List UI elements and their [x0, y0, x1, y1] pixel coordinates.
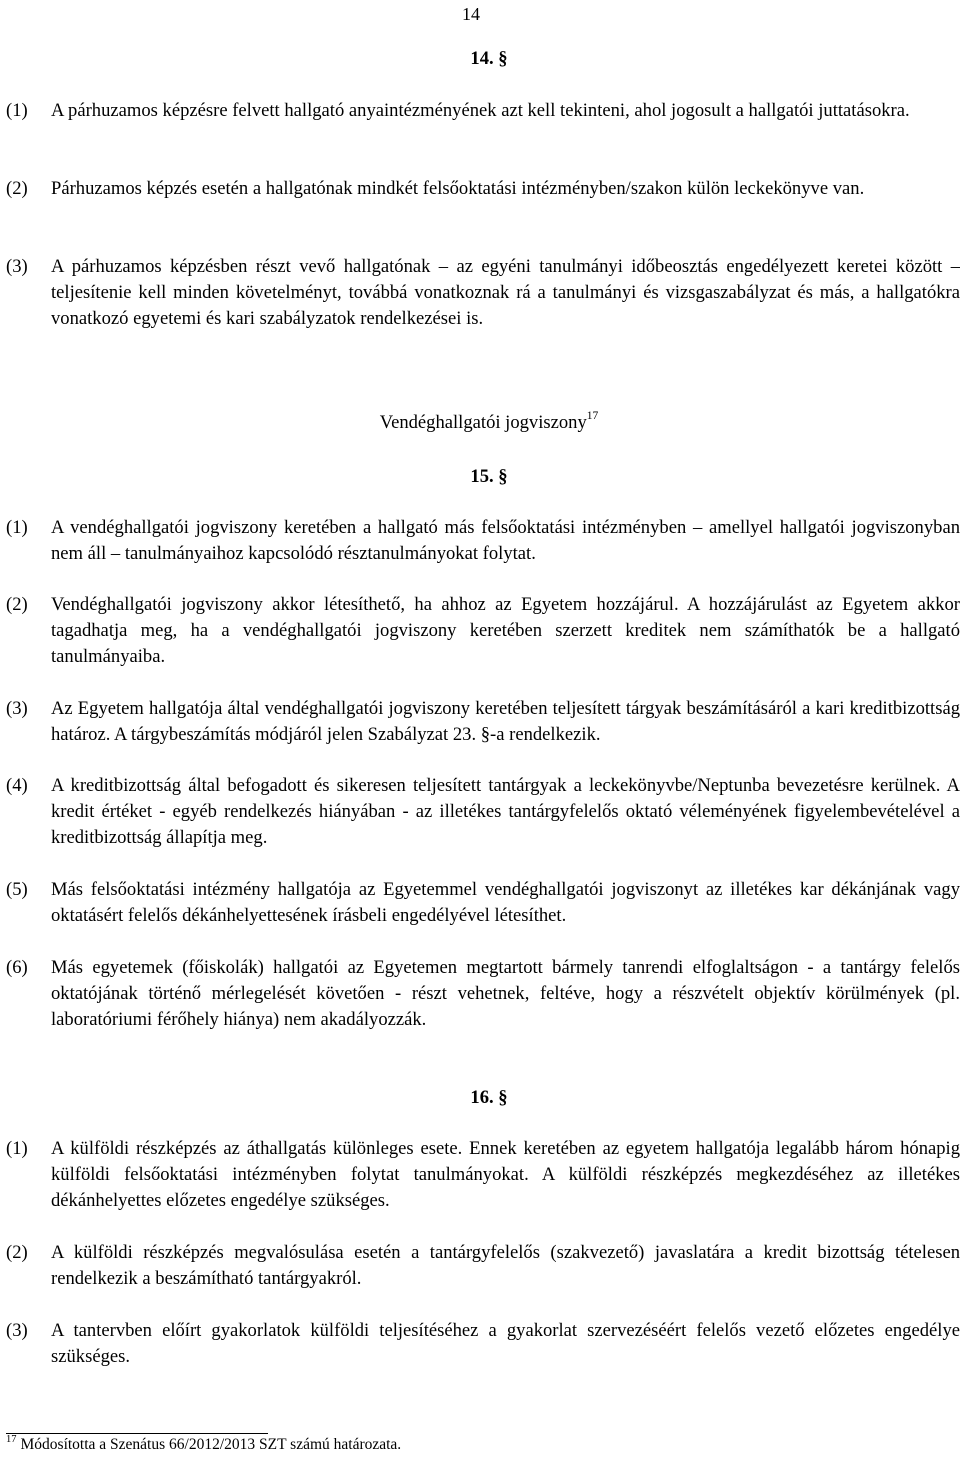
paragraph-15-6 — [6, 955, 960, 1033]
paragraph-number: (3) — [6, 256, 28, 277]
paragraph-15-3 — [6, 696, 960, 748]
paragraph-number: (3) — [6, 1320, 28, 1341]
section-title-vendeghallgatoi — [0, 410, 960, 436]
paragraph-text: Párhuzamos képzés esetén a hallgatónak mindkét felsőoktatási intézményben/szakon külön leckekönyve van. — [51, 178, 865, 199]
footnote — [6, 1434, 401, 1456]
paragraph-text: Vendéghallgatói jogviszony akkor létesíthető, ha ahhoz az Egyetem hozzájárul. A hozzájárulást az Egyetem akkor tagadhatja meg, ha a vendéghallgatói jogviszony keretében szerzett kreditek nem számíthatók be a hallgató tanulmányaiba. — [51, 594, 960, 667]
footnote-text: Módosította a Szenátus 66/2012/2013 SZT számú határozata. — [20, 1436, 402, 1453]
paragraph-text: A párhuzamos képzésre felvett hallgató anyaintézményének azt kell tekinteni, ahol jogosult a hallgatói juttatásokra. — [51, 100, 910, 121]
section-symbol: § — [498, 466, 508, 487]
paragraph-14-2 — [6, 176, 960, 202]
section-number: 16. — [470, 1087, 494, 1108]
paragraph-number: (1) — [6, 1138, 28, 1159]
footnote-number: 17 — [6, 1433, 17, 1445]
page-number: 14 — [462, 4, 480, 24]
section-heading-16 — [0, 1085, 960, 1111]
paragraph-number: (2) — [6, 1242, 28, 1263]
paragraph-15-4 — [6, 773, 960, 851]
section-heading-15 — [0, 464, 960, 490]
section-symbol: § — [498, 48, 508, 69]
paragraph-text: Más egyetemek (főiskolák) hallgatói az Egyetemen megtartott bármely tanrendi elfoglaltságon - a tantárgy felelős oktatójának történő mérlegelését követően - részt vehetnek, feltéve, hogy a részvételt objektív körülmények (pl. laboratóriumi férőhely hiánya) nem akadályozzák. — [51, 957, 960, 1030]
section-heading-14 — [0, 46, 960, 72]
paragraph-number: (2) — [6, 594, 28, 615]
paragraph-14-3 — [6, 254, 960, 332]
paragraph-number: (5) — [6, 879, 28, 900]
paragraph-number: (1) — [6, 100, 28, 121]
paragraph-text: A külföldi részképzés az áthallgatás különleges esete. Ennek keretében az egyetem hallgatója legalább három hónapig külföldi felsőoktatási intézményben folytat tanulmányokat. A külföldi részképzés megkezdéséhez az illetékes dékánhelyettes előzetes engedélye szükséges. — [51, 1138, 960, 1211]
paragraph-number: (1) — [6, 517, 28, 538]
footnote-reference: 17 — [586, 409, 599, 422]
paragraph-15-2 — [6, 592, 960, 670]
paragraph-number: (4) — [6, 775, 28, 796]
paragraph-15-5 — [6, 877, 960, 929]
paragraph-text: A párhuzamos képzésben részt vevő hallgatónak – az egyéni tanulmányi időbeosztás engedélyezett keretei között – teljesítenie kell minden követelményt, továbbá vonatkoznak rá a tanulmányi és vizsgaszabályzat és más, a hallgatókra vonatkozó egyetemi és kari szabályzatok rendelkezései is. — [51, 256, 960, 329]
section-number: 14. — [470, 48, 494, 69]
paragraph-text: A kreditbizottság által befogadott és sikeresen teljesített tantárgyak a leckekönyvbe/Neptunba bevezetésre kerülnek. A kredit értéket - egyéb rendelkezés hiányában - az illetékes tantárgyfelelős oktató véleményének figyelembevételével a kreditbizottság állapítja meg. — [51, 775, 960, 848]
paragraph-text: A tantervben előírt gyakorlatok külföldi teljesítéséhez a gyakorlat szervezéséért felelős vezető előzetes engedélye szükséges. — [51, 1320, 960, 1367]
paragraph-text: A vendéghallgatói jogviszony keretében a hallgató más felsőoktatási intézményben – amellyel hallgatói jogviszonyban nem áll – tanulmányaihoz kapcsolódó résztanulmányokat folytat. — [51, 517, 960, 564]
paragraph-text: A külföldi részképzés megvalósulása esetén a tantárgyfelelős (szakvezető) javaslatára a kredit bizottság tételesen rendelkezik a beszámítható tantárgyakról. — [51, 1242, 960, 1289]
paragraph-number: (3) — [6, 698, 28, 719]
section-symbol: § — [498, 1087, 508, 1108]
paragraph-16-3 — [6, 1318, 960, 1370]
paragraph-15-1 — [6, 515, 960, 567]
paragraph-text: Más felsőoktatási intézmény hallgatója az Egyetemmel vendéghallgatói jogviszonyt az illetékes kar dékánjának vagy oktatásért felelős dékánhelyettesének írásbeli engedélyével létesíthet. — [51, 879, 960, 926]
paragraph-16-2 — [6, 1240, 960, 1292]
section-title-text: Vendéghallgatói jogviszony — [379, 412, 587, 433]
paragraph-14-1 — [6, 98, 960, 124]
paragraph-number: (6) — [6, 957, 28, 978]
section-number: 15. — [470, 466, 494, 487]
paragraph-text: Az Egyetem hallgatója által vendéghallgatói jogviszony keretében teljesített tárgyak beszámításáról a kari kreditbizottság határoz. A tárgybeszámítás módjáról jelen Szabályzat 23. §-a rendelkezik. — [51, 698, 960, 745]
paragraph-number: (2) — [6, 178, 28, 199]
paragraph-16-1 — [6, 1136, 960, 1214]
